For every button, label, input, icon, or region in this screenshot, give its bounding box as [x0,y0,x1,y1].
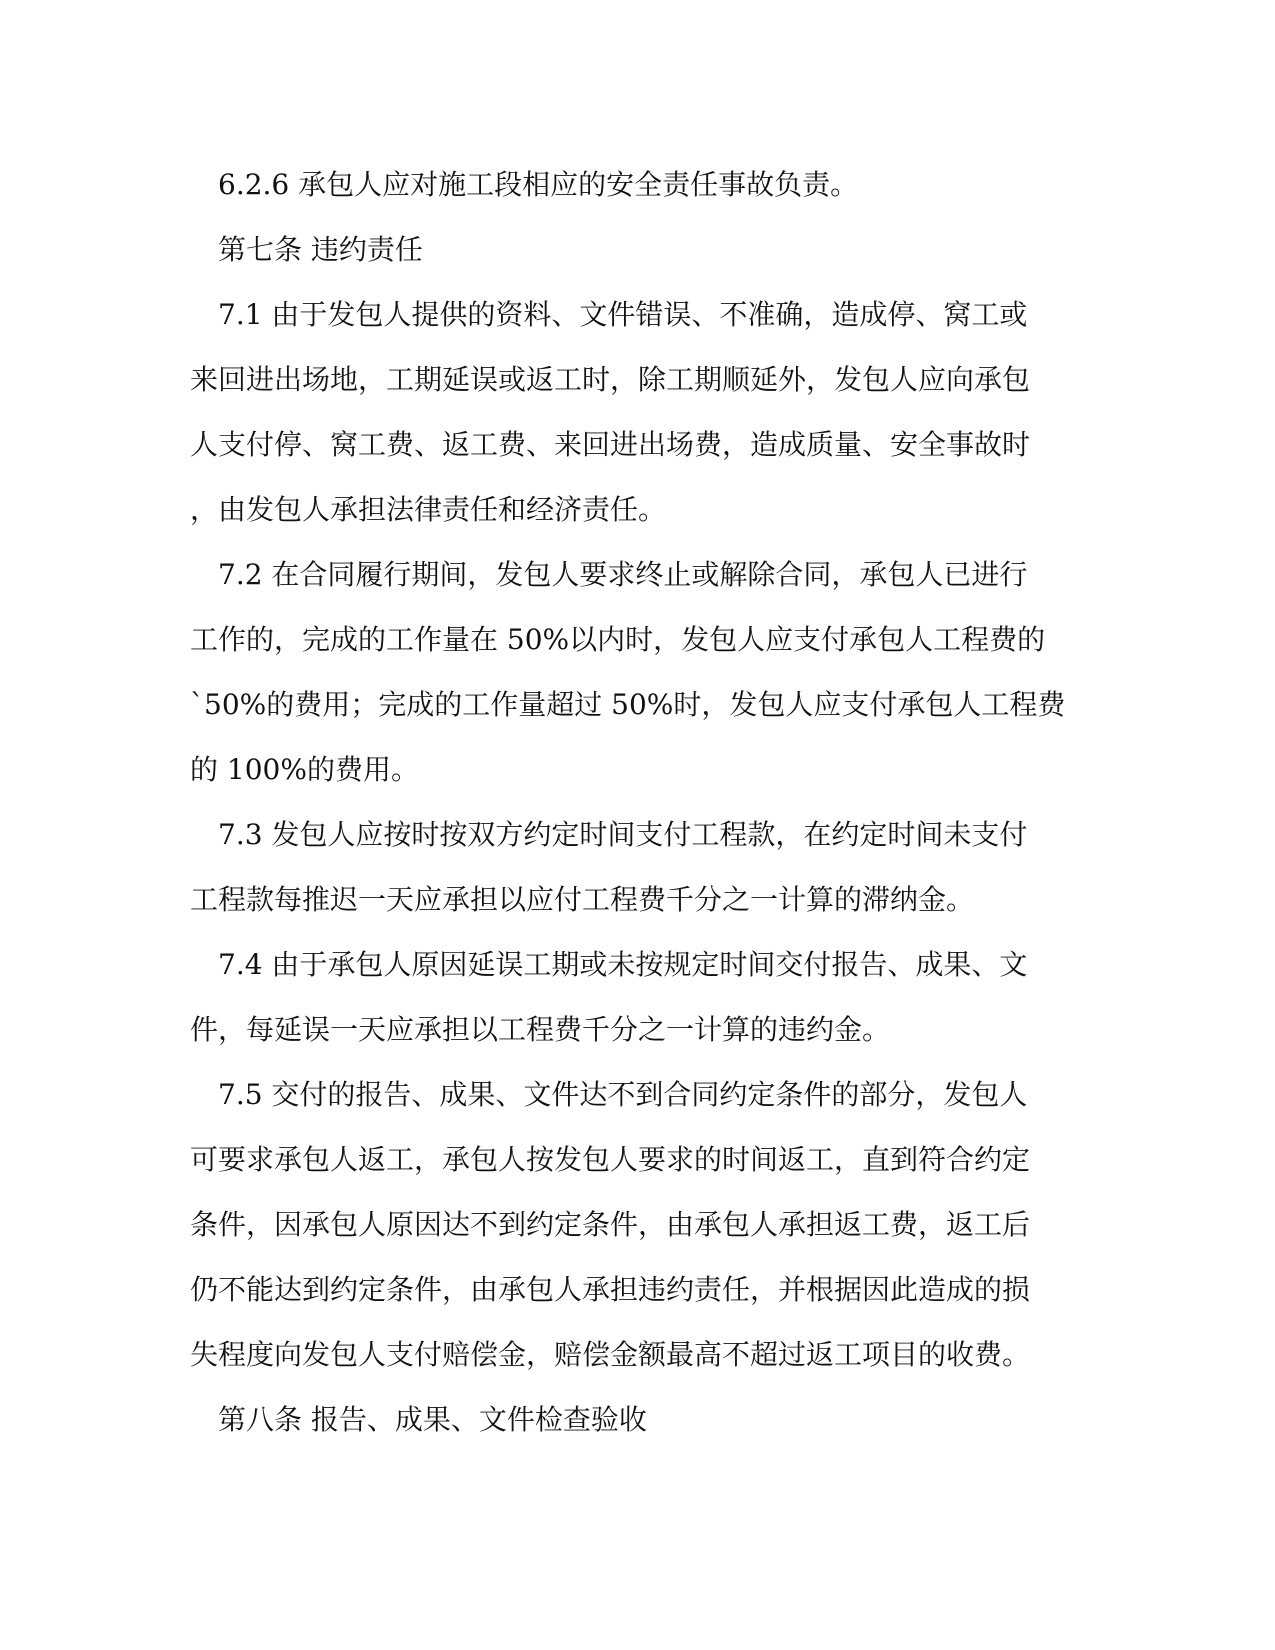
clause-7-1-line-2: 来回进出场地，工期延误或返工时，除工期顺延外，发包人应向承包 [190,363,1031,396]
clause-7-2-line-2: 工作的，完成的工作量在 50%以内时，发包人应支付承包人工程费的 [190,623,1046,656]
document-body [190,152,1070,1452]
clause-7-5-line-1: 7.5 交付的报告、成果、文件达不到合同约定条件的部分，发包人 [218,1078,1028,1111]
clause-7-3-line-2: 工程款每推迟一天应承担以应付工程费千分之一计算的滞纳金。 [190,883,975,916]
clause-7-5-line-2: 可要求承包人返工，承包人按发包人要求的时间返工，直到符合约定 [190,1143,1031,1176]
clause-7-1-line-1: 7.1 由于发包人提供的资料、文件错误、不准确，造成停、窝工或 [218,298,1028,331]
clause-7-2-line-3: `50%的费用；完成的工作量超过 50%时，发包人应支付承包人工程费 [190,688,1066,721]
clause-7-5-line-3: 条件，因承包人原因达不到约定条件，由承包人承担返工费，返工后 [190,1208,1031,1241]
clause-6-2-6: 6.2.6 承包人应对施工段相应的安全责任事故负责。 [218,168,859,201]
clause-7-3-line-1: 7.3 发包人应按时按双方约定时间支付工程款，在约定时间未支付 [218,818,1028,851]
clause-7-5-line-4: 仍不能达到约定条件，由承包人承担违约责任，并根据因此造成的损 [190,1273,1031,1306]
article-8-heading: 第八条 报告、成果、文件检查验收 [218,1403,647,1436]
clause-7-2-line-1: 7.2 在合同履行期间，发包人要求终止或解除合同，承包人已进行 [218,558,1028,591]
clause-7-4-line-2: 件，每延误一天应承担以工程费千分之一计算的违约金。 [190,1013,891,1046]
clause-7-5-line-5: 失程度向发包人支付赔偿金，赔偿金额最高不超过返工项目的收费。 [190,1338,1031,1371]
clause-7-1-line-3: 人支付停、窝工费、返工费、来回进出场费，造成质量、安全事故时 [190,428,1031,461]
clause-7-1-line-4: ，由发包人承担法律责任和经济责任。 [190,493,667,526]
clause-7-2-line-4: 的 100%的费用。 [190,753,419,786]
article-7-heading: 第七条 违约责任 [218,233,423,266]
clause-7-4-line-1: 7.4 由于承包人原因延误工期或未按规定时间交付报告、成果、文 [218,948,1028,981]
